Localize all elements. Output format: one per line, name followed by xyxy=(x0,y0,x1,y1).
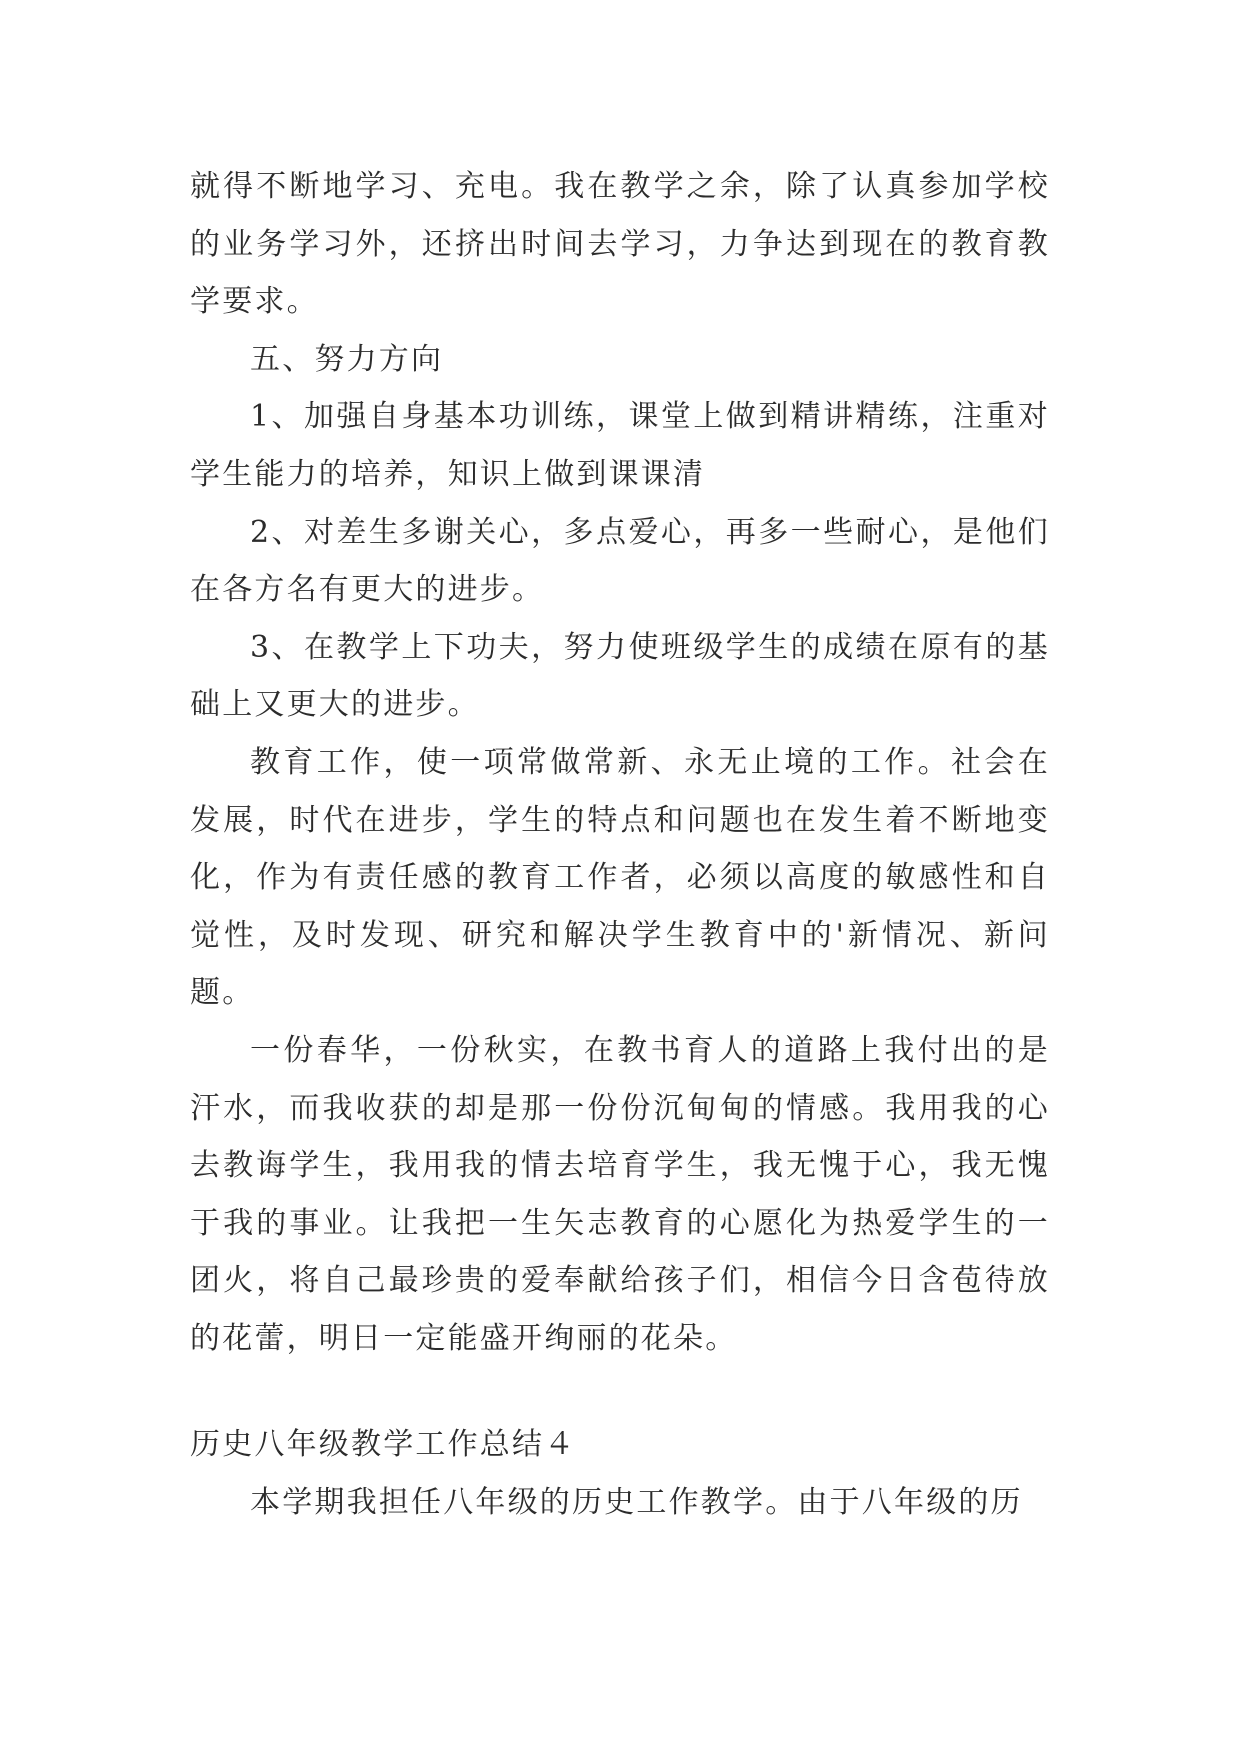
list-item-1: 1、加强自身基本功训练，课堂上做到精讲精练，注重对学生能力的培养，知识上做到课课清 xyxy=(190,399,1050,492)
section-paragraph: 本学期我担任八年级的历史工作教学。由于八年级的历 xyxy=(250,1485,1023,1521)
list-item-2: 2、对差生多谢关心，多点爱心，再多一些耐心，是他们在各方名有更大的进步。 xyxy=(190,514,1050,608)
paragraph-education: 教育工作，使一项常做常新、永无止境的工作。社会在发展，时代在进步，学生的特点和问题也在发生着不断地变化，作为有责任感的教育工作者，必须以高度的敏感性和自觉性，及时发现、研究和解决学生教育中的'新情况、新问题。 xyxy=(190,744,1050,1011)
list-item-3: 3、在教学上下功夫，努力使班级学生的成绩在原有的基础上又更大的进步。 xyxy=(190,629,1050,723)
document-body xyxy=(190,158,1050,1532)
subheading-direction: 五、努力方向 xyxy=(250,341,444,377)
section-title: 历史八年级教学工作总结４ xyxy=(190,1427,577,1463)
paragraph-continuation: 就得不断地学习、充电。我在教学之余，除了认真参加学校的业务学习外，还挤出时间去学习，力争达到现在的教育教学要求。 xyxy=(190,169,1050,320)
paragraph-conclusion: 一份春华，一份秋实，在教书育人的道路上我付出的是汗水，而我收获的却是那一份份沉甸甸的情感。我用我的心去教诲学生，我用我的情去培育学生，我无愧于心，我无愧于我的事业。让我把一生矢志教育的心愿化为热爱学生的一团火，将自己最珍贵的爱奉献给孩子们，相信今日含苞待放的花蕾，明日一定能盛开绚丽的花朵。 xyxy=(190,1032,1050,1356)
